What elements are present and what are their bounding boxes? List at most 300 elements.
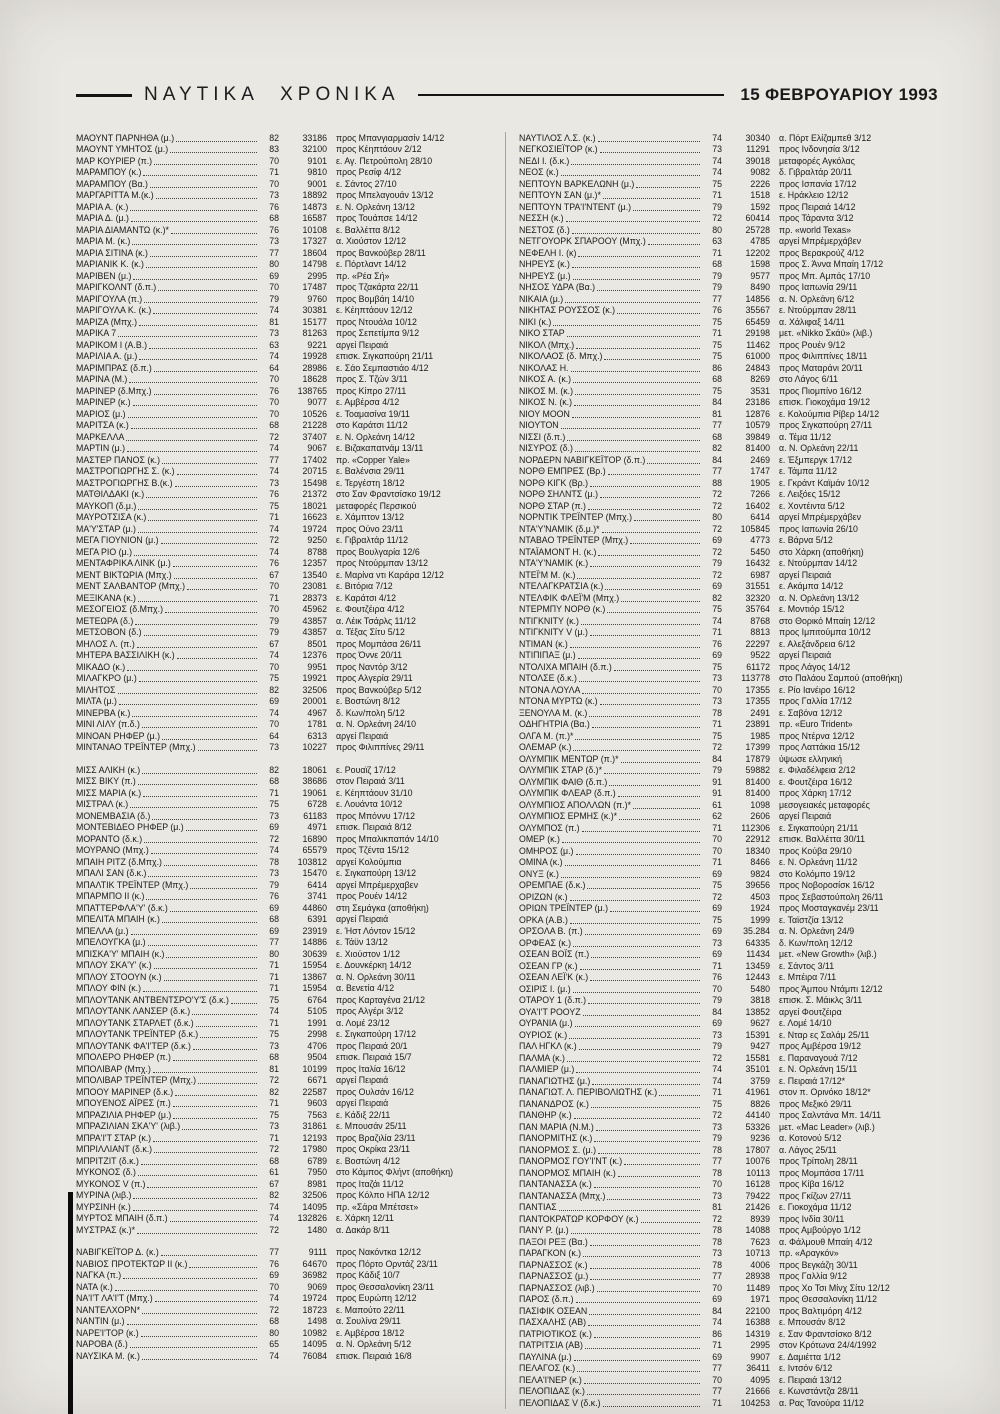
- dot-leader: [590, 1279, 700, 1280]
- ship-row: [76, 764, 495, 776]
- dot-leader: [583, 1256, 700, 1257]
- ship-status: αργεί Πειραιά: [336, 339, 389, 350]
- ship-name: ΝΙΚΟΣ Μ. (κ.): [519, 385, 574, 396]
- ship-row: [76, 523, 495, 535]
- dot-leader: [142, 1359, 257, 1360]
- ship-year: 75: [712, 385, 722, 396]
- ship-year: 82: [712, 592, 722, 603]
- ship-year: 72: [712, 213, 722, 224]
- ship-status: α. Τέξας Σίτυ 5/12: [336, 627, 405, 638]
- ship-status: ε. Μαπούτο 22/11: [336, 1304, 405, 1315]
- ship-number: 65579: [302, 845, 327, 856]
- dot-leader: [602, 532, 700, 533]
- dot-leader: [196, 1026, 257, 1027]
- dot-leader: [138, 532, 257, 533]
- ship-row: [76, 477, 495, 489]
- ship-name: ΝΕΓΚΟΣΙΕΪΤΟΡ (κ.): [519, 144, 598, 155]
- dot-leader: [610, 911, 700, 912]
- ship-status: δ. Γιβραλτάρ 20/11: [779, 167, 852, 178]
- ship-name: ΠΑΝΑΓΙΩΤΗΣ (μ.): [519, 1075, 591, 1086]
- dot-leader: [567, 1061, 700, 1062]
- ship-row: [519, 408, 938, 420]
- page-header: [76, 84, 938, 106]
- ship-name: ΟΡΙΖΩΝ (κ.): [519, 891, 568, 902]
- dot-leader: [133, 1198, 257, 1199]
- ship-name: ΟΜΙΝΑ (κ.): [519, 857, 563, 868]
- ship-status: α. Ν. Ορλεάνη 6/12: [779, 293, 855, 304]
- ship-status: στο Παλάου Σαμπού (αποθήκη): [779, 673, 903, 684]
- dot-leader: [621, 601, 700, 602]
- ship-year: 81: [269, 316, 279, 327]
- ship-name: ΜΠΕΛΟΥΓΚΑ (μ.): [76, 937, 146, 948]
- ship-status: ε. Αμβέρσα 4/12: [336, 397, 400, 408]
- dot-leader: [175, 1095, 257, 1096]
- ship-row: [76, 132, 495, 144]
- ship-year: 76: [712, 638, 722, 649]
- ship-row: [519, 1041, 938, 1053]
- ship-name: ΝΙΚΙ (κ.): [519, 316, 552, 327]
- ship-number: 31551: [745, 581, 770, 592]
- ship-name: ΝΙΚΑΙΑ (μ.): [519, 293, 564, 304]
- dot-leader: [572, 417, 700, 418]
- ship-row: [76, 431, 495, 443]
- ship-row: [519, 213, 938, 225]
- ship-name: ΝΗΡΕΥΣ (μ.): [519, 270, 571, 281]
- ship-year: 73: [269, 328, 279, 339]
- dot-leader: [162, 463, 257, 464]
- ship-status: ε. Κέηπτάουν 12/12: [336, 305, 413, 316]
- ship-number: 17980: [302, 1144, 327, 1155]
- ship-row: [519, 1305, 938, 1317]
- ship-number: 4706: [307, 1040, 327, 1051]
- dot-leader: [573, 279, 700, 280]
- ship-year: 79: [269, 627, 279, 638]
- ship-name: ΝΑΥΤΙΛΟΣ Λ.Σ. (κ.): [519, 132, 596, 143]
- ship-row: [76, 213, 495, 225]
- ship-row: [519, 328, 938, 340]
- ship-year: 69: [712, 1018, 722, 1029]
- dot-leader: [154, 394, 257, 395]
- ship-name: ΜΠΡΙΛΛΙΑΝΤ (δ.κ.): [76, 1144, 153, 1155]
- ship-status: προς Ιταζάι 11/12: [336, 1178, 404, 1189]
- ship-number: 3531: [750, 385, 770, 396]
- ship-number: 16587: [302, 213, 327, 224]
- ship-name: ΜΠΡΑΖΙΛΙΑΝ ΣΚΑ'Υ' (λιβ.): [76, 1121, 181, 1132]
- ship-year: 68: [712, 259, 722, 270]
- ship-status: προς Νοβοροσίσκ 16/12: [779, 880, 875, 891]
- ship-row: [76, 1247, 495, 1259]
- ship-number: 17879: [745, 753, 770, 764]
- ship-year: 63: [712, 236, 722, 247]
- ship-row: [76, 615, 495, 627]
- dot-leader: [559, 1210, 700, 1211]
- dot-leader: [604, 773, 700, 774]
- ship-year: 69: [269, 270, 279, 281]
- ship-number: 17402: [302, 454, 327, 465]
- ship-row: [519, 1271, 938, 1283]
- ship-row: [519, 201, 938, 213]
- ship-year: 71: [712, 960, 722, 971]
- ship-status: προς Ιταλία 16/12: [336, 1063, 406, 1074]
- ship-number: 12202: [745, 247, 770, 258]
- ship-status: επισκ. Πειραιά 16/8: [336, 1350, 412, 1361]
- ship-row: [519, 1294, 938, 1306]
- ship-status: προς Ρεσίφ 4/12: [336, 167, 402, 178]
- ship-year: 77: [712, 1156, 722, 1167]
- dot-leader: [158, 290, 257, 291]
- ship-name: ΝΙΚΟ ΣΤΑΡ: [519, 328, 565, 339]
- dot-leader: [154, 968, 257, 969]
- ship-number: 7563: [307, 1109, 327, 1120]
- ship-status: προς Φιλιππίνες 29/11: [336, 742, 425, 753]
- ship-number: 24843: [745, 362, 770, 373]
- dot-leader: [146, 267, 257, 268]
- ship-number: 64670: [302, 1258, 327, 1269]
- dot-leader: [600, 704, 700, 705]
- ship-number: 112306: [741, 822, 770, 833]
- dot-leader: [621, 762, 701, 763]
- ship-name: ΜΑΡΙΓΚΟΛΝΤ (δ.π.): [76, 282, 157, 293]
- ship-name: ΜΗΤΕΡΑ ΒΑΣΣΙΛΙΚΗ (κ.): [76, 650, 175, 661]
- dot-leader: [189, 1267, 257, 1268]
- ship-status: ε. Καράτσι 4/12: [336, 592, 397, 603]
- ship-row: [519, 1202, 938, 1214]
- ship-year: 71: [269, 787, 279, 798]
- ship-row: [519, 144, 938, 156]
- ship-number: 1098: [750, 799, 770, 810]
- dot-leader: [149, 348, 257, 349]
- ship-status: ε. Αμβέρσα 18/12: [336, 1327, 405, 1338]
- dot-leader: [148, 520, 257, 521]
- ship-number: 32320: [745, 592, 770, 603]
- ship-year: 69: [269, 902, 279, 913]
- dot-leader: [575, 394, 700, 395]
- ship-name: ΠΑΝΟΡΜΟΣ ΓΟΥ'Ι'ΝΤ (κ.): [519, 1156, 623, 1167]
- dot-leader: [150, 256, 257, 257]
- ship-number: 17355: [745, 696, 770, 707]
- ship-row: [76, 201, 495, 213]
- ship-status: προς Ρουέν 14/12: [336, 891, 407, 902]
- ship-name: ΜΑΡΑΜΠΟΥ (Βα.): [76, 178, 148, 189]
- ship-number: 9077: [307, 397, 327, 408]
- ship-name: ΞΕΝΟΥΛΑ Μ. (κ.): [519, 707, 588, 718]
- ship-row: [76, 1281, 495, 1293]
- ship-year: 71: [712, 190, 722, 201]
- ship-row: [519, 1225, 938, 1237]
- ship-row: [76, 1006, 495, 1018]
- dot-leader: [146, 497, 257, 498]
- ship-status: ε. Ντούρμπαν 14/12: [779, 558, 858, 569]
- ship-row: [76, 902, 495, 914]
- ship-year: 81: [712, 408, 722, 419]
- ship-name: ΠΑΝΟΡΜΟΣ ΜΠΑΙΗ (κ.): [519, 1167, 616, 1178]
- ship-year: 79: [269, 293, 279, 304]
- ship-status: ε. Σιγκαπούρη 13/12: [336, 868, 416, 879]
- ship-number: 19928: [302, 351, 327, 362]
- ship-status: πρ. «Ρέα Σή»: [336, 270, 390, 281]
- ship-name: ΜΑΥΡΟΤΣΙΣΑ (κ.): [76, 512, 147, 523]
- ship-number: 12376: [302, 650, 327, 661]
- ship-status: ε. Κωνστάντζα 28/11: [779, 1386, 859, 1397]
- dot-leader: [142, 773, 257, 774]
- ship-number: 39656: [745, 880, 770, 891]
- ship-row: [76, 1201, 495, 1213]
- ship-year: 86: [712, 362, 722, 373]
- ship-row: [76, 374, 495, 386]
- ship-name: ΜΟΥΡΑΝΟ (Μπχ.): [76, 845, 149, 856]
- dot-leader: [177, 474, 257, 475]
- ship-status: πρ. «Αραγκόν»: [779, 1248, 839, 1259]
- ship-name: ΜΙΛΗΤΟΣ: [76, 684, 116, 695]
- ship-status: α. Χιούστον 12/12: [336, 236, 407, 247]
- ship-number: 10113: [746, 1167, 770, 1178]
- ship-year: 75: [269, 1109, 279, 1120]
- ship-status: προς Μεξικό 29/11: [779, 1098, 852, 1109]
- ship-year: 69: [712, 1351, 722, 1362]
- ship-status: προς Ματαράνι 20/11: [779, 362, 863, 373]
- ship-name: ΜΙΚΑΔΟ (κ.): [76, 661, 126, 672]
- ship-year: 64: [269, 730, 279, 741]
- ship-row: [76, 719, 495, 731]
- ship-name: ΜΑΡΙΚΟΜ Ι (Α.Β.): [76, 339, 148, 350]
- ship-number: 65459: [745, 316, 770, 327]
- ship-year: 74: [712, 1075, 722, 1086]
- ship-status: ε. Χάρκη 12/11: [336, 1213, 394, 1224]
- ship-status: α. Λάγος 25/11: [779, 1144, 837, 1155]
- ship-row: [76, 466, 495, 478]
- ship-number: 17487: [302, 282, 327, 293]
- ship-year: 73: [712, 1029, 722, 1040]
- ship-year: 73: [269, 1040, 279, 1051]
- ship-row: [519, 1328, 938, 1340]
- ship-status: ε. Βαλένσια 29/11: [336, 466, 405, 477]
- ship-year: 69: [712, 868, 722, 879]
- ship-status: προς Τζέντα 15/12: [336, 845, 409, 856]
- ship-row: [519, 351, 938, 363]
- ship-row: [76, 650, 495, 662]
- ship-year: 69: [712, 926, 722, 937]
- ship-year: 71: [269, 1132, 279, 1143]
- ship-year: 71: [712, 822, 722, 833]
- ship-number: 9221: [307, 339, 327, 350]
- dot-leader: [572, 267, 700, 268]
- ship-status: ε. Φιλαδέλφεια 2/12: [779, 765, 856, 776]
- ship-name: ΠΑΝ ΜΑΡΙΑ (Ν.Μ.): [519, 1121, 594, 1132]
- ship-year: 72: [712, 1213, 722, 1224]
- dot-leader: [572, 233, 700, 234]
- ship-number: 23891: [745, 719, 770, 730]
- ship-number: 18340: [745, 845, 770, 856]
- ship-name: ΟΛΕΜΑΡ (κ.): [519, 742, 572, 753]
- dot-leader: [561, 175, 700, 176]
- ship-number: 9236: [750, 1133, 770, 1144]
- ship-name: ΠΑΝΑΓΙΩΤ. Λ. ΠΕΡΙΒΟΛΙΩΤΗΣ (κ.): [519, 1087, 658, 1098]
- ship-row: [76, 833, 495, 845]
- ship-status: ε. Λειξόες 15/12: [779, 489, 841, 500]
- ship-row: [519, 960, 938, 972]
- ship-year: 78: [712, 1236, 722, 1247]
- dot-leader: [603, 1406, 700, 1407]
- ship-name: ΜΑΡΙΚΑ 7: [76, 328, 117, 339]
- ship-year: 75: [712, 178, 722, 189]
- ship-number: 9427: [750, 1041, 770, 1052]
- ship-row: [519, 362, 938, 374]
- ship-number: 16388: [745, 1317, 770, 1328]
- ship-name: ΝΤΟΝΑ ΜΥΡΤΩ (κ.): [519, 696, 598, 707]
- ship-number: 28373: [302, 592, 327, 603]
- ship-status: ε. Βαλλέττα 8/12: [336, 224, 400, 235]
- ship-status: προς Κίπρο 27/11: [336, 385, 407, 396]
- ship-status: αργεί Πειραιά: [779, 650, 832, 661]
- ship-year: 76: [269, 489, 279, 500]
- ship-name: ΝΙΚΟΛ (Μπχ.): [519, 339, 575, 350]
- ship-name: ΟΥΡΙΟΣ (κ.): [519, 1029, 568, 1040]
- ship-name: ΜΕΤΣΟΒΟΝ (δ.): [76, 627, 142, 638]
- ship-name: ΝΤΑ'Υ'ΝΑΜΙΚ (δ.μ.)*: [519, 523, 600, 534]
- ship-name: ΝΙΚΗΤΑΣ ΡΟΥΣΣΟΣ (κ.): [519, 305, 616, 316]
- ship-number: 9069: [307, 1281, 327, 1292]
- ship-number: 21228: [302, 420, 327, 431]
- dot-leader: [133, 1210, 257, 1211]
- ship-number: 25728: [745, 224, 770, 235]
- ship-row: [76, 282, 495, 294]
- ship-number: 10108: [302, 224, 327, 235]
- ship-year: 76: [269, 201, 279, 212]
- ship-name: ΝΕΣΣΗ (κ.): [519, 213, 564, 224]
- ship-name: ΝΕΟΣ (κ.): [519, 167, 559, 178]
- ship-year: 77: [269, 247, 279, 258]
- ship-number: 44860: [302, 902, 327, 913]
- ship-status: προς Ντούρμπαν 13/12: [336, 558, 429, 569]
- dot-leader: [200, 1037, 257, 1038]
- ship-number: 13459: [745, 960, 770, 971]
- ship-name: ΝΑΝΤΙΝ (μ.): [76, 1316, 125, 1327]
- ship-row: [76, 500, 495, 512]
- ship-status: ε. Δαμιέττα 1/12: [779, 1351, 841, 1362]
- ship-number: 81263: [302, 328, 327, 339]
- ship-status: προς Ιαπωνία 26/10: [779, 523, 858, 534]
- dot-leader: [571, 371, 701, 372]
- ship-number: 6414: [307, 879, 327, 890]
- ship-number: 22297: [745, 638, 770, 649]
- ship-number: 61172: [746, 661, 770, 672]
- ship-year: 75: [712, 351, 722, 362]
- ship-row: [76, 362, 495, 374]
- ship-status: προς Πόρτο Ορντάζ 23/11: [336, 1258, 438, 1269]
- ship-number: 30340: [745, 132, 770, 143]
- ship-name: ΟΣΙΡΙΣ Ι. (μ.): [519, 983, 571, 994]
- ship-row: [76, 247, 495, 259]
- dot-leader: [575, 739, 700, 740]
- dot-leader: [594, 1141, 700, 1142]
- ship-row: [76, 1040, 495, 1052]
- ship-number: 4785: [750, 236, 770, 247]
- ship-name: ΠΑΡΝΑΣΣΟΣ (λιβ.): [519, 1282, 595, 1293]
- ship-number: 32506: [302, 1190, 327, 1201]
- ship-name: ΜΠΟΥΕΝΟΣ ΑΪΡΕΣ (π.): [76, 1098, 171, 1109]
- ship-number: 2226: [750, 178, 770, 189]
- ship-year: 70: [269, 719, 279, 730]
- dot-leader: [619, 819, 700, 820]
- ship-number: 3818: [750, 995, 770, 1006]
- ship-number: 8788: [307, 546, 327, 557]
- dot-leader: [130, 210, 257, 211]
- dot-leader: [192, 1014, 257, 1015]
- ship-number: 19921: [302, 673, 327, 684]
- ship-row: [76, 305, 495, 317]
- ship-number: 16623: [302, 512, 327, 523]
- ship-name: ΠΑΣΧΑΛΗΣ (ΑΒ): [519, 1317, 587, 1328]
- ship-number: 8269: [750, 374, 770, 385]
- ship-row: [519, 1179, 938, 1191]
- ship-status: προς Άμπου Ντάμπι 12/12: [779, 983, 883, 994]
- dot-leader: [585, 934, 700, 935]
- ship-year: 74: [269, 466, 279, 477]
- ship-number: 33186: [302, 132, 327, 143]
- ship-name: ΝΟΡΘ ΚΙΓΚ (Βρ.): [519, 477, 588, 488]
- ship-year: 69: [712, 650, 722, 661]
- ship-number: 18723: [302, 1304, 327, 1315]
- ship-number: 41961: [745, 1087, 770, 1098]
- ship-number: 13540: [302, 569, 327, 580]
- ship-number: 9504: [307, 1052, 327, 1063]
- ship-name: ΟΔΗΓΗΤΡΙΑ (Βα.): [519, 719, 590, 730]
- dot-leader: [591, 1107, 700, 1108]
- ship-status: προς Μοσταγκανέμ 23/11: [779, 903, 879, 914]
- dot-leader: [187, 589, 257, 590]
- dot-leader: [587, 1394, 700, 1395]
- ship-number: 14088: [745, 1225, 770, 1236]
- ship-year: 80: [712, 224, 722, 235]
- ship-name: ΝΤΙΜΑΝ (κ.): [519, 638, 568, 649]
- dot-leader: [573, 382, 700, 383]
- ship-number: 1518: [750, 190, 770, 201]
- dot-leader: [605, 589, 700, 590]
- ship-year: 74: [269, 1201, 279, 1212]
- ship-status: α. Δακάρ 8/11: [336, 1224, 390, 1235]
- dot-leader: [130, 1347, 257, 1348]
- ship-row: [76, 1213, 495, 1225]
- ship-name: ΟΛΥΜΠΙΟΣ ΕΡΜΗΣ (κ.)*: [519, 811, 618, 822]
- ship-row: [519, 1064, 938, 1076]
- dot-leader: [578, 256, 700, 257]
- ship-number: 1592: [750, 201, 770, 212]
- ship-row: [519, 1167, 938, 1179]
- ship-year: 71: [269, 983, 279, 994]
- dot-leader: [574, 405, 700, 406]
- listing-column-right: [506, 132, 938, 1409]
- ship-year: 80: [712, 512, 722, 523]
- ship-name: ΠΑΝΘΗΡ (κ.): [519, 1110, 572, 1121]
- dot-leader: [177, 658, 257, 659]
- ship-name: ΜΑΡΚΕΛΛΑ: [76, 431, 125, 442]
- ship-number: 30381: [302, 305, 327, 316]
- ship-name: ΜΑΡΙΓΟΥΛΑ (π.): [76, 293, 143, 304]
- ship-status: ε. Ν. Ορλεάνη 15/11: [779, 1064, 858, 1075]
- dot-leader: [590, 980, 700, 981]
- ship-name: ΝΕΣΤΟΣ (δ.): [519, 224, 570, 235]
- ship-status: προς Βεγκάζη 30/11: [779, 1259, 858, 1270]
- ship-name: ΝΤΕΛΑΓΚΡΑΤΣΙΑ (κ.): [519, 581, 604, 592]
- dot-leader: [170, 152, 257, 153]
- ship-status: προς Βερακρούζ 4/12: [779, 247, 865, 258]
- ship-year: 75: [269, 994, 279, 1005]
- ship-year: 77: [269, 937, 279, 948]
- ship-year: 73: [712, 1248, 722, 1259]
- dot-leader: [164, 980, 257, 981]
- ship-name: ΝΑΡΟΒΑ (δ.): [76, 1339, 128, 1350]
- dot-leader: [618, 796, 700, 797]
